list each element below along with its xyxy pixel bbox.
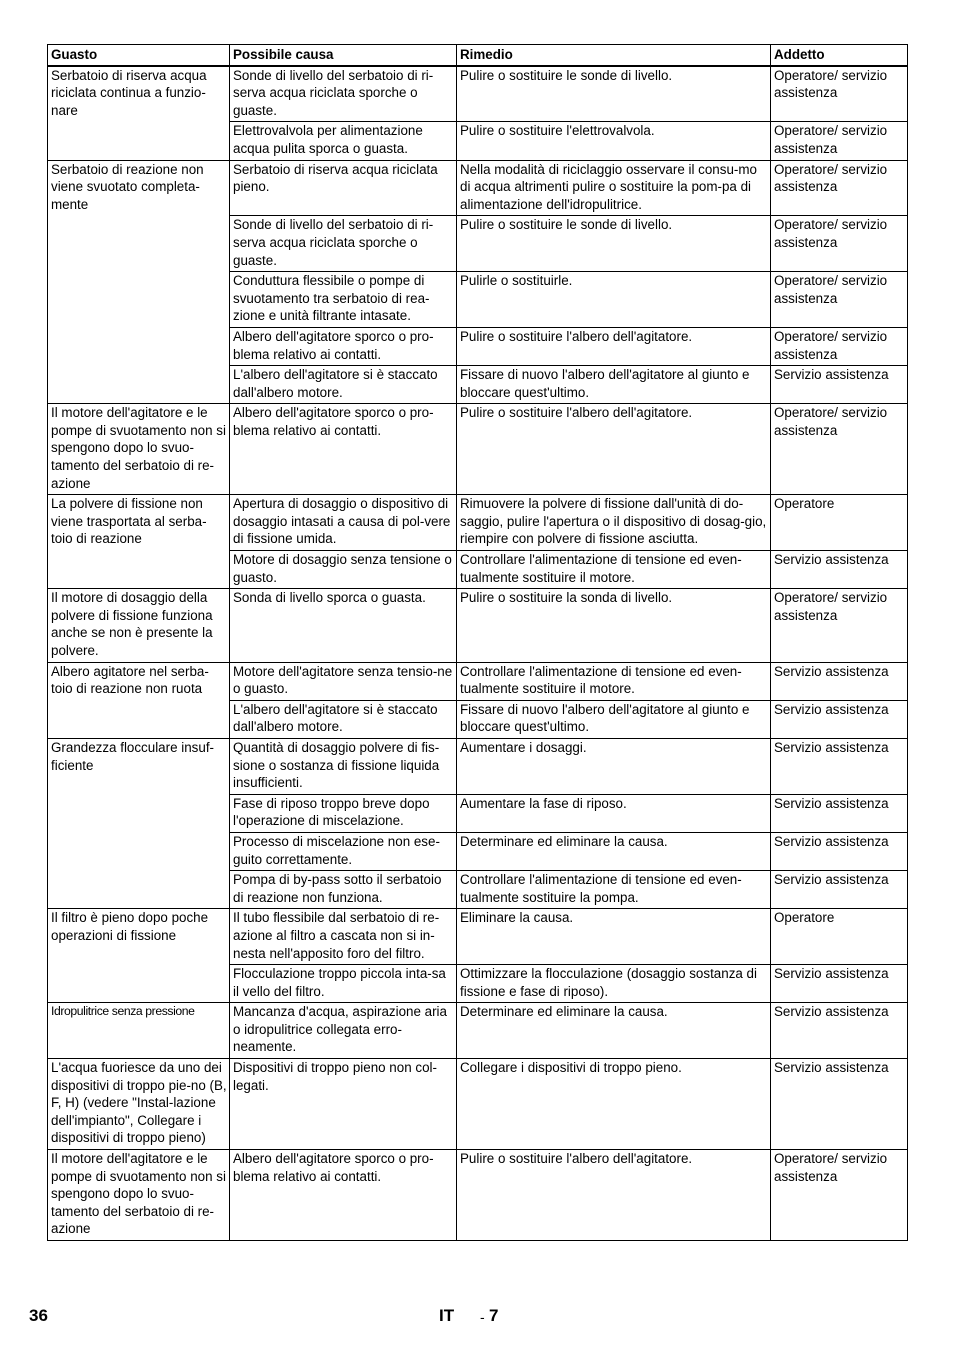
section-page-number: 7: [489, 1306, 499, 1325]
cell-rimedio: [457, 1150, 771, 1241]
cell-guasto: [48, 738, 230, 908]
table-body: [48, 66, 908, 1241]
cell-possibile-causa-text: Dispositivi di troppo pieno non col-legati.: [233, 1060, 437, 1093]
cell-addetto-text: Servizio assistenza: [774, 1060, 889, 1076]
cell-addetto: [771, 272, 908, 328]
cell-rimedio: [457, 871, 771, 909]
cell-possibile-causa-text: Pompa di by-pass sotto il serbatoio di reazione non funziona.: [233, 872, 442, 905]
cell-addetto: [771, 738, 908, 794]
cell-rimedio-text: Controllare l'alimentazione di tensione ed even-tualmente sostituire il motore.: [460, 552, 742, 585]
cell-possibile-causa: [230, 662, 457, 700]
table-row: [48, 66, 908, 122]
cell-rimedio: [457, 1003, 771, 1059]
cell-rimedio: [457, 794, 771, 832]
cell-rimedio-text: Pulire o sostituire l'albero dell'agitatore.: [460, 405, 693, 421]
cell-possibile-causa: [230, 404, 457, 495]
cell-addetto-text: Operatore/ servizio assistenza: [774, 123, 888, 156]
header-possibile-causa: Possibile causa: [230, 45, 457, 66]
table-row: [48, 1150, 908, 1241]
cell-rimedio-text: Pulirle o sostituirle.: [460, 273, 573, 289]
cell-guasto: [48, 404, 230, 495]
cell-addetto: [771, 589, 908, 662]
cell-guasto-text: Albero agitatore nel serba-toio di reazione non ruota: [51, 663, 209, 697]
cell-addetto-text: Servizio assistenza: [774, 1004, 889, 1020]
cell-guasto-text: Il motore dell'agitatore e le pompe di svuotamento non si spengono dopo lo svuo-tamento del serbatoio di re-azione: [51, 1151, 226, 1237]
cell-addetto-text: Servizio assistenza: [774, 739, 889, 755]
cell-addetto: [771, 404, 908, 495]
cell-rimedio-text: Pulire o sostituire le sonde di livello.: [460, 217, 673, 233]
cell-guasto: [48, 1150, 230, 1241]
cell-guasto-text: L'acqua fuoriesce da uno dei dispositivi di troppo pie-no (B, F, H) (vedere "Instal-lazione dell'impianto", Collegare i dispositivi di troppo pieno): [51, 1060, 227, 1146]
cell-addetto: [771, 832, 908, 870]
cell-addetto: [771, 909, 908, 965]
cell-possibile-causa-text: Albero dell'agitatore sporco o pro-blema relativo ai contatti.: [233, 405, 434, 438]
cell-guasto: [48, 66, 230, 160]
cell-rimedio-text: Pulire o sostituire l'albero dell'agitatore.: [460, 1151, 693, 1167]
cell-addetto-text: Operatore/ servizio assistenza: [774, 217, 888, 250]
cell-guasto-text: Il motore di dosaggio della polvere di fissione funziona anche se non è presente la polvere.: [51, 590, 213, 658]
cell-possibile-causa-text: Albero dell'agitatore sporco o pro-blema relativo ai contatti.: [233, 328, 434, 362]
cell-rimedio: [457, 495, 771, 551]
cell-addetto-text: Operatore/ servizio assistenza: [774, 161, 888, 195]
cell-addetto: [771, 216, 908, 272]
cell-possibile-causa: [230, 589, 457, 662]
cell-addetto: [771, 122, 908, 160]
cell-addetto: [771, 160, 908, 216]
cell-rimedio: [457, 327, 771, 365]
cell-addetto-text: Operatore/ servizio assistenza: [774, 328, 888, 362]
table-row: [48, 1003, 908, 1059]
cell-possibile-causa: [230, 160, 457, 216]
cell-rimedio-text: Nella modalità di riciclaggio osservare il consu-mo di acqua altrimenti pulire o sostituire la pom-pa di alimentazione dell'idropulitrice.: [460, 161, 757, 212]
cell-possibile-causa-text: Mancanza d'acqua, aspirazione aria o idropulitrice collegata erro-neamente.: [233, 1004, 447, 1055]
cell-addetto-text: Servizio assistenza: [774, 833, 889, 849]
cell-guasto: [48, 495, 230, 589]
cell-possibile-causa: [230, 909, 457, 965]
cell-addetto: [771, 662, 908, 700]
cell-rimedio-text: Fissare di nuovo l'albero dell'agitatore al giunto e bloccare quest'ultimo.: [460, 367, 750, 400]
cell-addetto: [771, 366, 908, 404]
cell-addetto: [771, 327, 908, 365]
cell-possibile-causa-text: Sonda di livello sporca o guasta.: [233, 590, 426, 606]
cell-possibile-causa: [230, 700, 457, 738]
cell-guasto-text: Il filtro è pieno dopo poche operazioni di fissione: [51, 910, 209, 943]
cell-possibile-causa-text: Motore dell'agitatore senza tensio-ne o guasto.: [233, 663, 453, 697]
cell-addetto: [771, 1150, 908, 1241]
cell-addetto: [771, 965, 908, 1003]
cell-rimedio-text: Ottimizzare la flocculazione (dosaggio sostanza di fissione e fase di riposo).: [460, 966, 757, 999]
cell-addetto: [771, 794, 908, 832]
cell-possibile-causa-text: L'albero dell'agitatore si è staccato dall'albero motore.: [233, 367, 438, 400]
cell-rimedio: [457, 160, 771, 216]
cell-addetto-text: Operatore: [774, 496, 835, 512]
cell-addetto-text: Servizio assistenza: [774, 872, 889, 888]
cell-rimedio: [457, 738, 771, 794]
cell-guasto-text: Il motore dell'agitatore e le pompe di svuotamento non si spengono dopo lo svuo-tamento del serbatoio di re-azione: [51, 405, 226, 491]
cell-possibile-causa: [230, 366, 457, 404]
cell-addetto-text: Operatore: [774, 910, 835, 926]
cell-addetto: [771, 495, 908, 551]
cell-possibile-causa-text: Motore di dosaggio senza tensione o guasto.: [233, 552, 452, 585]
cell-possibile-causa-text: Conduttura flessibile o pompe di svuotamento tra serbatoio di rea-zione e unità filtrante intasate.: [233, 273, 430, 324]
cell-addetto-text: Servizio assistenza: [774, 966, 889, 982]
cell-guasto-text: La polvere di fissione non viene trasportata al serba-toio di reazione: [51, 496, 207, 547]
cell-guasto-text: Idropulitrice senza pressione: [51, 1004, 195, 1019]
cell-possibile-causa-text: Fase di riposo troppo breve dopo l'operazione di miscelazione.: [233, 795, 430, 829]
cell-possibile-causa: [230, 1150, 457, 1241]
table-row: [48, 662, 908, 700]
cell-possibile-causa: [230, 66, 457, 122]
troubleshooting-table: [47, 44, 908, 1241]
table-row: [48, 589, 908, 662]
cell-possibile-causa: [230, 832, 457, 870]
cell-addetto-text: Operatore/ servizio assistenza: [774, 405, 888, 438]
cell-addetto-text: Servizio assistenza: [774, 663, 889, 679]
cell-possibile-causa-text: Il tubo flessibile dal serbatoio di re-azione al filtro a cascata non si in-nesta nell'apposito foro del filtro.: [233, 910, 440, 961]
cell-addetto-text: Servizio assistenza: [774, 367, 889, 383]
cell-possibile-causa: [230, 327, 457, 365]
table-row: [48, 909, 908, 965]
cell-rimedio-text: Pulire o sostituire l'elettrovalvola.: [460, 123, 655, 139]
cell-guasto-text: Serbatoio di reazione non viene svuotato completa-mente: [51, 161, 204, 212]
cell-rimedio-text: Controllare l'alimentazione di tensione ed even-tualmente sostituire la pompa.: [460, 872, 742, 905]
table-row: [48, 738, 908, 794]
cell-guasto: [48, 1059, 230, 1150]
cell-rimedio: [457, 662, 771, 700]
cell-possibile-causa: [230, 1059, 457, 1150]
page-number: 36: [29, 1306, 48, 1325]
cell-rimedio-text: Fissare di nuovo l'albero dell'agitatore al giunto e bloccare quest'ultimo.: [460, 701, 750, 735]
header-rimedio: Rimedio: [457, 45, 771, 66]
cell-possibile-causa: [230, 871, 457, 909]
cell-addetto: [771, 700, 908, 738]
cell-guasto: [48, 589, 230, 662]
cell-rimedio-text: Collegare i dispositivi di troppo pieno.: [460, 1060, 682, 1076]
cell-possibile-causa-text: Flocculazione troppo piccola inta-sa il vello del filtro.: [233, 966, 446, 999]
cell-possibile-causa-text: Sonde di livello del serbatoio di ri-serva acqua riciclata sporche o guaste.: [233, 217, 434, 268]
cell-addetto-text: Servizio assistenza: [774, 701, 889, 717]
cell-rimedio: [457, 366, 771, 404]
table-row: [48, 160, 908, 216]
table-row: [48, 404, 908, 495]
cell-rimedio: [457, 122, 771, 160]
cell-possibile-causa-text: Elettrovalvola per alimentazione acqua pulita sporca o guasta.: [233, 123, 423, 156]
cell-rimedio-text: Determinare ed eliminare la causa.: [460, 1004, 668, 1020]
cell-rimedio-text: Aumentare la fase di riposo.: [460, 795, 627, 811]
cell-possibile-causa-text: Processo di miscelazione non ese-guito correttamente.: [233, 833, 440, 867]
cell-addetto: [771, 1059, 908, 1150]
cell-guasto: [48, 909, 230, 1003]
cell-addetto: [771, 1003, 908, 1059]
cell-rimedio-text: Pulire o sostituire la sonda di livello.: [460, 590, 673, 606]
cell-guasto: [48, 662, 230, 738]
cell-guasto-text: Grandezza flocculare insuf-ficiente: [51, 739, 214, 773]
cell-possibile-causa-text: Quantità di dosaggio polvere di fis-sione o sostanza di fissione liquida insufficienti.: [233, 739, 440, 791]
cell-rimedio: [457, 700, 771, 738]
page-separator: -: [480, 1309, 485, 1325]
cell-possibile-causa: [230, 272, 457, 328]
cell-possibile-causa: [230, 551, 457, 589]
cell-rimedio: [457, 965, 771, 1003]
cell-rimedio-text: Pulire o sostituire le sonde di livello.: [460, 67, 673, 83]
cell-possibile-causa-text: Albero dell'agitatore sporco o pro-blema relativo ai contatti.: [233, 1151, 434, 1184]
cell-addetto-text: Operatore/ servizio assistenza: [774, 67, 888, 101]
cell-rimedio: [457, 832, 771, 870]
cell-addetto-text: Operatore/ servizio assistenza: [774, 590, 888, 623]
cell-rimedio: [457, 909, 771, 965]
cell-addetto: [771, 871, 908, 909]
cell-addetto-text: Servizio assistenza: [774, 552, 889, 568]
cell-addetto-text: Operatore/ servizio assistenza: [774, 1151, 888, 1184]
cell-guasto: [48, 1003, 230, 1059]
cell-rimedio: [457, 272, 771, 328]
cell-rimedio-text: Determinare ed eliminare la causa.: [460, 833, 668, 849]
cell-rimedio: [457, 216, 771, 272]
cell-addetto-text: Servizio assistenza: [774, 795, 889, 811]
cell-rimedio-text: Aumentare i dosaggi.: [460, 739, 587, 755]
table-row: [48, 1059, 908, 1150]
cell-addetto-text: Operatore/ servizio assistenza: [774, 273, 888, 306]
cell-guasto: [48, 160, 230, 404]
cell-rimedio-text: Eliminare la causa.: [460, 910, 574, 926]
cell-addetto: [771, 66, 908, 122]
cell-possibile-causa: [230, 216, 457, 272]
language-code: IT: [439, 1306, 455, 1325]
cell-rimedio-text: Rimuovere la polvere di fissione dall'unità di do-saggio, pulire l'apertura o il dispositivo di dosag-gio, riempire con polvere di fissione asciutta.: [460, 496, 767, 547]
cell-rimedio: [457, 551, 771, 589]
cell-possibile-causa: [230, 495, 457, 551]
header-guasto: Guasto: [48, 45, 230, 66]
cell-possibile-causa-text: L'albero dell'agitatore si è staccato dall'albero motore.: [233, 701, 438, 735]
cell-possibile-causa-text: Apertura di dosaggio o dispositivo di dosaggio intasati a causa di pol-vere di fissione umida.: [233, 496, 451, 547]
cell-rimedio: [457, 589, 771, 662]
cell-addetto: [771, 551, 908, 589]
cell-rimedio: [457, 66, 771, 122]
cell-rimedio: [457, 404, 771, 495]
cell-possibile-causa: [230, 794, 457, 832]
cell-possibile-causa-text: Sonde di livello del serbatoio di ri-serva acqua riciclata sporche o guaste.: [233, 67, 434, 118]
cell-rimedio: [457, 1059, 771, 1150]
table-header-row: [48, 45, 908, 66]
header-addetto: Addetto: [771, 45, 908, 66]
cell-possibile-causa: [230, 1003, 457, 1059]
cell-rimedio-text: Pulire o sostituire l'albero dell'agitatore.: [460, 328, 693, 344]
cell-possibile-causa: [230, 738, 457, 794]
cell-guasto-text: Serbatoio di riserva acqua riciclata continua a funzio-nare: [51, 67, 207, 118]
cell-rimedio-text: Controllare l'alimentazione di tensione ed even-tualmente sostituire il motore.: [460, 663, 742, 697]
table-row: [48, 495, 908, 551]
cell-possibile-causa-text: Serbatoio di riserva acqua riciclata pieno.: [233, 161, 438, 195]
cell-possibile-causa: [230, 965, 457, 1003]
cell-possibile-causa: [230, 122, 457, 160]
